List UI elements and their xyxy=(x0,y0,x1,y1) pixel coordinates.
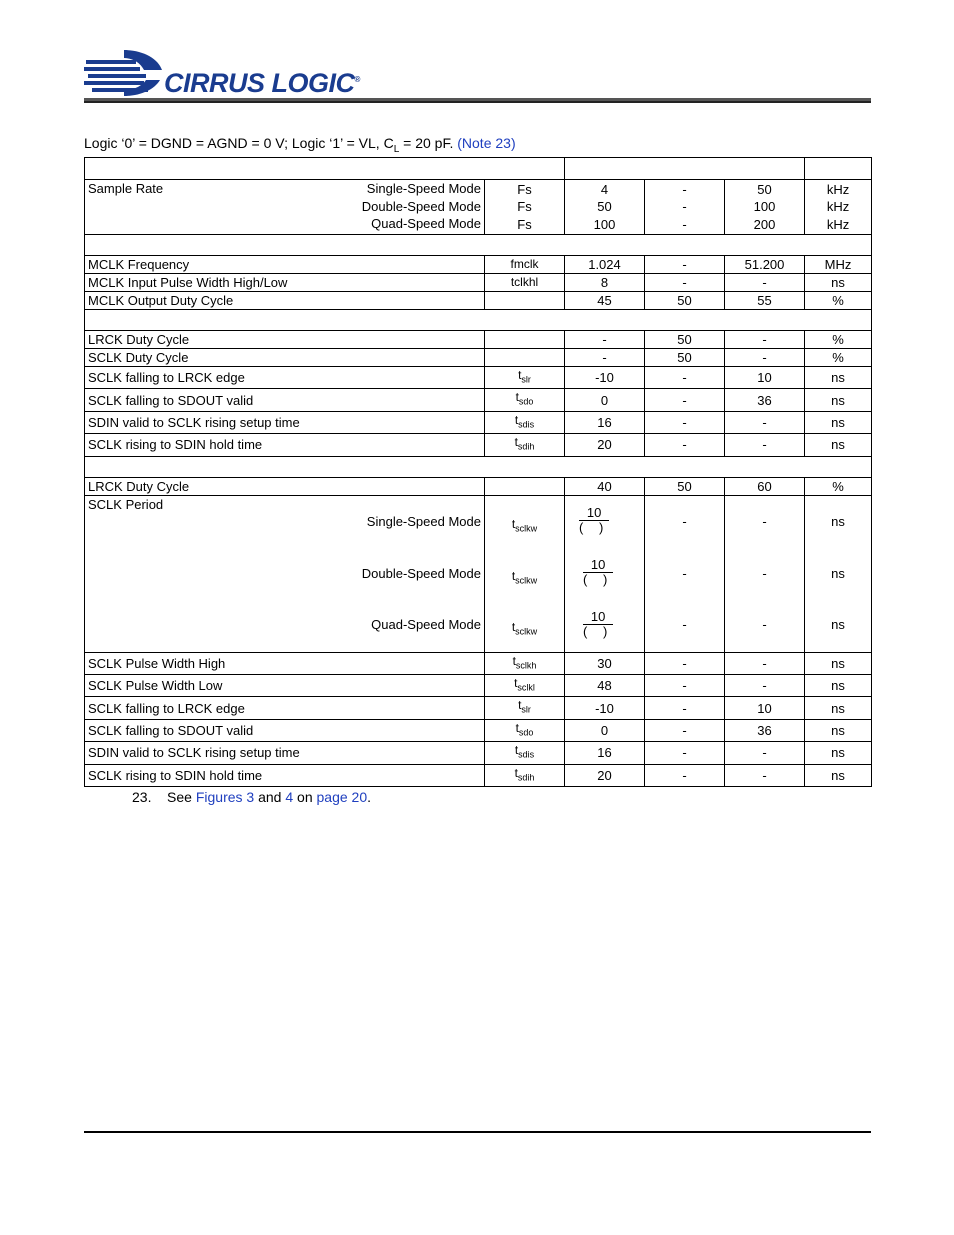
figures-3-link[interactable]: Figures 3 xyxy=(195,789,255,805)
table-row: SCLK falling to SDOUT valid $t_{sdo}$ 0 - 36 ns xyxy=(85,389,872,411)
table-row: LRCK Duty Cycle 40 50 60 % xyxy=(85,477,872,495)
section-row xyxy=(85,456,872,477)
table-row: SCLK Pulse Width High $t_{sclkh}$ 30 - - ns xyxy=(85,652,872,674)
cirrus-logic-logo-icon xyxy=(84,48,166,98)
section-row xyxy=(85,310,872,331)
table-row: SDIN valid to SCLK rising setup time $t_{sdis}$ 16 - - ns xyxy=(85,411,872,433)
table-row-sample-rate: Sample Rate Single-Speed Mode Double-Speed Mode Quad-Speed Mode Fs Fs Fs 4 50 100 - - - 50 100 200 kHz kHz kHz xyxy=(85,180,872,235)
table-row: SCLK falling to LRCK edge $t_{slr}$ -10 - 10 ns xyxy=(85,697,872,719)
figure-4-link[interactable]: 4 xyxy=(285,789,294,805)
table-row: SCLK rising to SDIN hold time $t_{sdih}$ 20 - - ns xyxy=(85,434,872,456)
table-row: SCLK Pulse Width Low $t_{sclkl}$ 48 - - ns xyxy=(85,674,872,696)
page-20-link[interactable]: page 20 xyxy=(316,789,368,805)
switching-specs-table xyxy=(84,157,872,787)
test-conditions: Logic ‘0’ = DGND = AGND = 0 V; Logic ‘1’ = VL, $C_L = 20$ pF. (Note 23) xyxy=(84,135,516,155)
table-row: SCLK falling to LRCK edge $t_{slr}$ -10 - 10 ns xyxy=(85,367,872,389)
note-23-link[interactable]: (Note 23) xyxy=(457,135,516,151)
table-row: MCLK Output Duty Cycle 45 50 55 % xyxy=(85,292,872,310)
param-label: Sample Rate xyxy=(88,181,164,196)
table-row: SCLK Duty Cycle - 50 - % xyxy=(85,349,872,367)
table-header-row xyxy=(85,158,872,180)
header-rule xyxy=(84,98,871,103)
table-row-sclk-period: SCLK Period Single-Speed Mode Double-Speed Mode Quad-Speed Mode $t_{sclkw}$ $t_{sclkw}$ $t_{sclkw}$ 10 ( ) 10 ( ) 10 ( ) - - - - - - ns ns ns xyxy=(85,495,872,652)
table-row: LRCK Duty Cycle - 50 - % xyxy=(85,331,872,349)
table-row: SCLK falling to SDOUT valid $t_{sdo}$ 0 - 36 ns xyxy=(85,719,872,741)
table-row: MCLK Frequency fmclk 1.024 - 51.200 MHz xyxy=(85,256,872,274)
section-row xyxy=(85,235,872,256)
table-row: SCLK rising to SDIN hold time $t_{sdih}$ 20 - - ns xyxy=(85,764,872,786)
brand-wordmark: CIRRUS LOGIC® xyxy=(164,68,360,98)
footer-rule xyxy=(84,1131,871,1133)
page-header xyxy=(84,44,871,106)
footnote-23: 23. See Figures 3 and 4 on page 20. xyxy=(132,789,371,805)
table-row: SDIN valid to SCLK rising setup time $t_{sdis}$ 16 - - ns xyxy=(85,742,872,764)
table-row: MCLK Input Pulse Width High/Low tclkhl 8 - - ns xyxy=(85,274,872,292)
